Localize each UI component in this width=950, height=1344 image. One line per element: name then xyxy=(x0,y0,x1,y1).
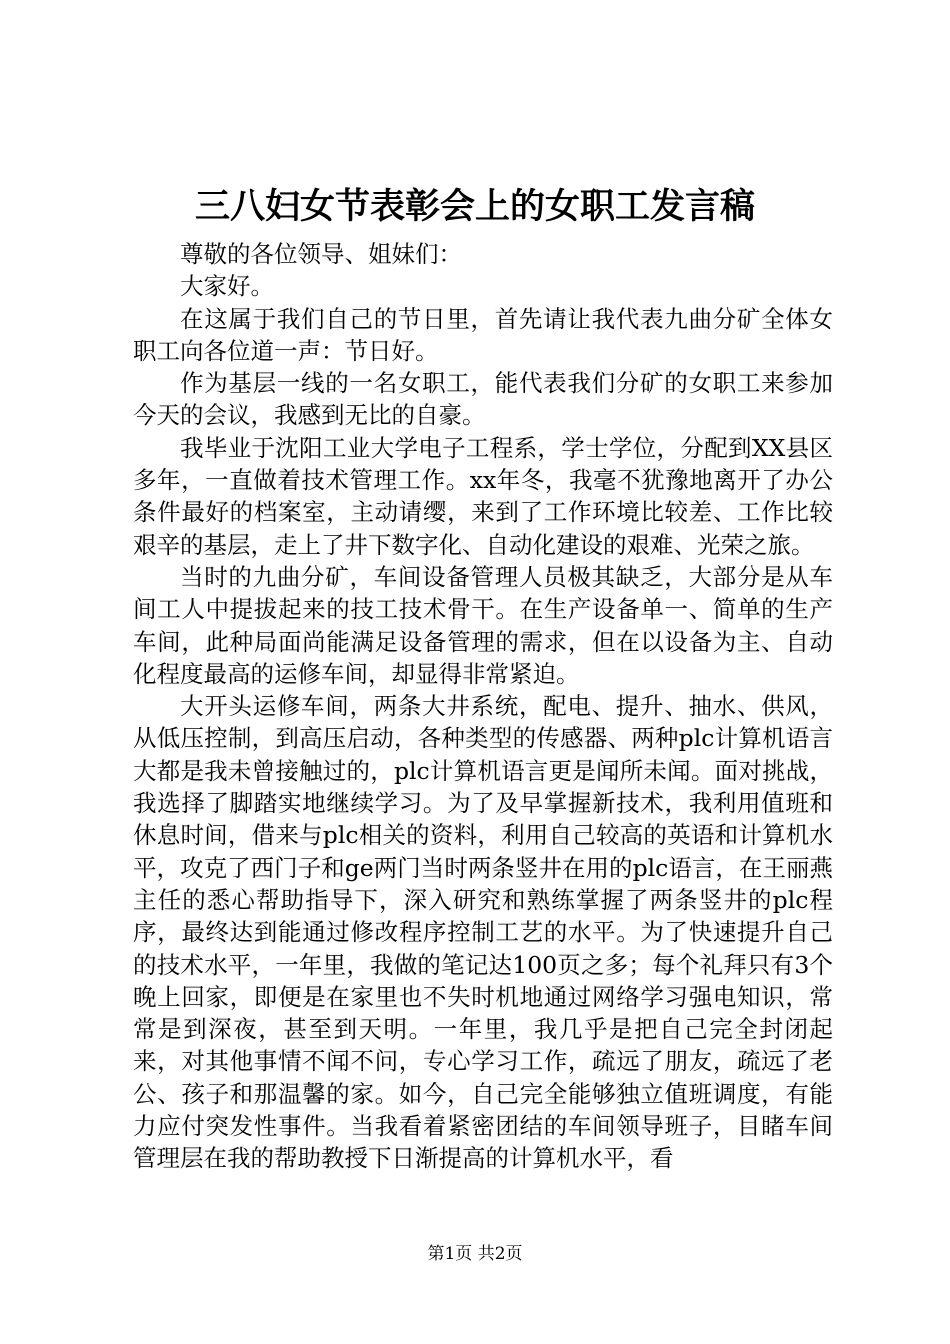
paragraph-opening: 在这属于我们自己的节日里，首先请让我代表九曲分矿全体女职工向各位道一声：节日好。 xyxy=(133,304,833,365)
paragraph-background: 我毕业于沈阳工业大学电子工程系，学士学位，分配到XX县区多年，一直做着技术管理工作。xx年冬，我毫不犹豫地离开了办公条件最好的档案室，主动请缨，来到了工作环境比较差、工作比较艰辛的基层，走上了井下数字化、自动化建设的艰难、光荣之旅。 xyxy=(133,433,833,559)
document-body xyxy=(133,238,833,1175)
paragraph-pride: 作为基层一线的一名女职工，能代表我们分矿的女职工来参加今天的会议，我感到无比的自豪。 xyxy=(133,369,833,430)
paragraph-greeting: 大家好。 xyxy=(180,272,274,301)
paragraph-salutation: 尊敬的各位领导、姐妹们： xyxy=(180,240,462,268)
document-title: 三八妇女节表彰会上的女职工发言稿 xyxy=(194,186,755,227)
page-footer: 第1页 共2页 xyxy=(427,1244,523,1264)
paragraph-learning: 大开头运修车间，两条大井系统，配电、提升、抽水、供风，从低压控制，到高压启动，各种类型的传感器、两种plc计算机语言大都是我未曾接触过的，plc计算机语言更是闻所未闻。面对挑战，我选择了脚踏实地继续学习。为了及早掌握新技术，我利用值班和休息时间，借来与plc相关的资料，利用自己较高的英语和计算机水平，攻克了西门子和ge两门当时两条竖井在用的plc语言，在王丽燕主任的悉心帮助指导下，深入研究和熟练掌握了两条竖井的plc程序，最终达到能通过修改程序控制工艺的水平。为了快速提升自己的技术水平，一年里，我做的笔记达100页之多；每个礼拜只有3个晚上回家，即便是在家里也不失时机地通过网络学习强电知识，常常是到深夜，甚至到天明。一年里，我几乎是把自己完全封闭起来，对其他事情不闻不问，专心学习工作，疏远了朋友，疏远了老公、孩子和那温馨的家。如今，自己完全能够独立值班调度，有能力应付突发性事件。当我看着紧密团结的车间领导班子，目睹车间管理层在我的帮助教授下日渐提高的计算机水平，看 xyxy=(133,692,833,1173)
paragraph-situation: 当时的九曲分矿，车间设备管理人员极其缺乏，大部分是从车间工人中提拔起来的技工技术骨干。在生产设备单一、简单的生产车间，此种局面尚能满足设备管理的需求，但在以设备为主、自动化程度最高的运修车间，却显得非常紧迫。 xyxy=(133,562,833,688)
